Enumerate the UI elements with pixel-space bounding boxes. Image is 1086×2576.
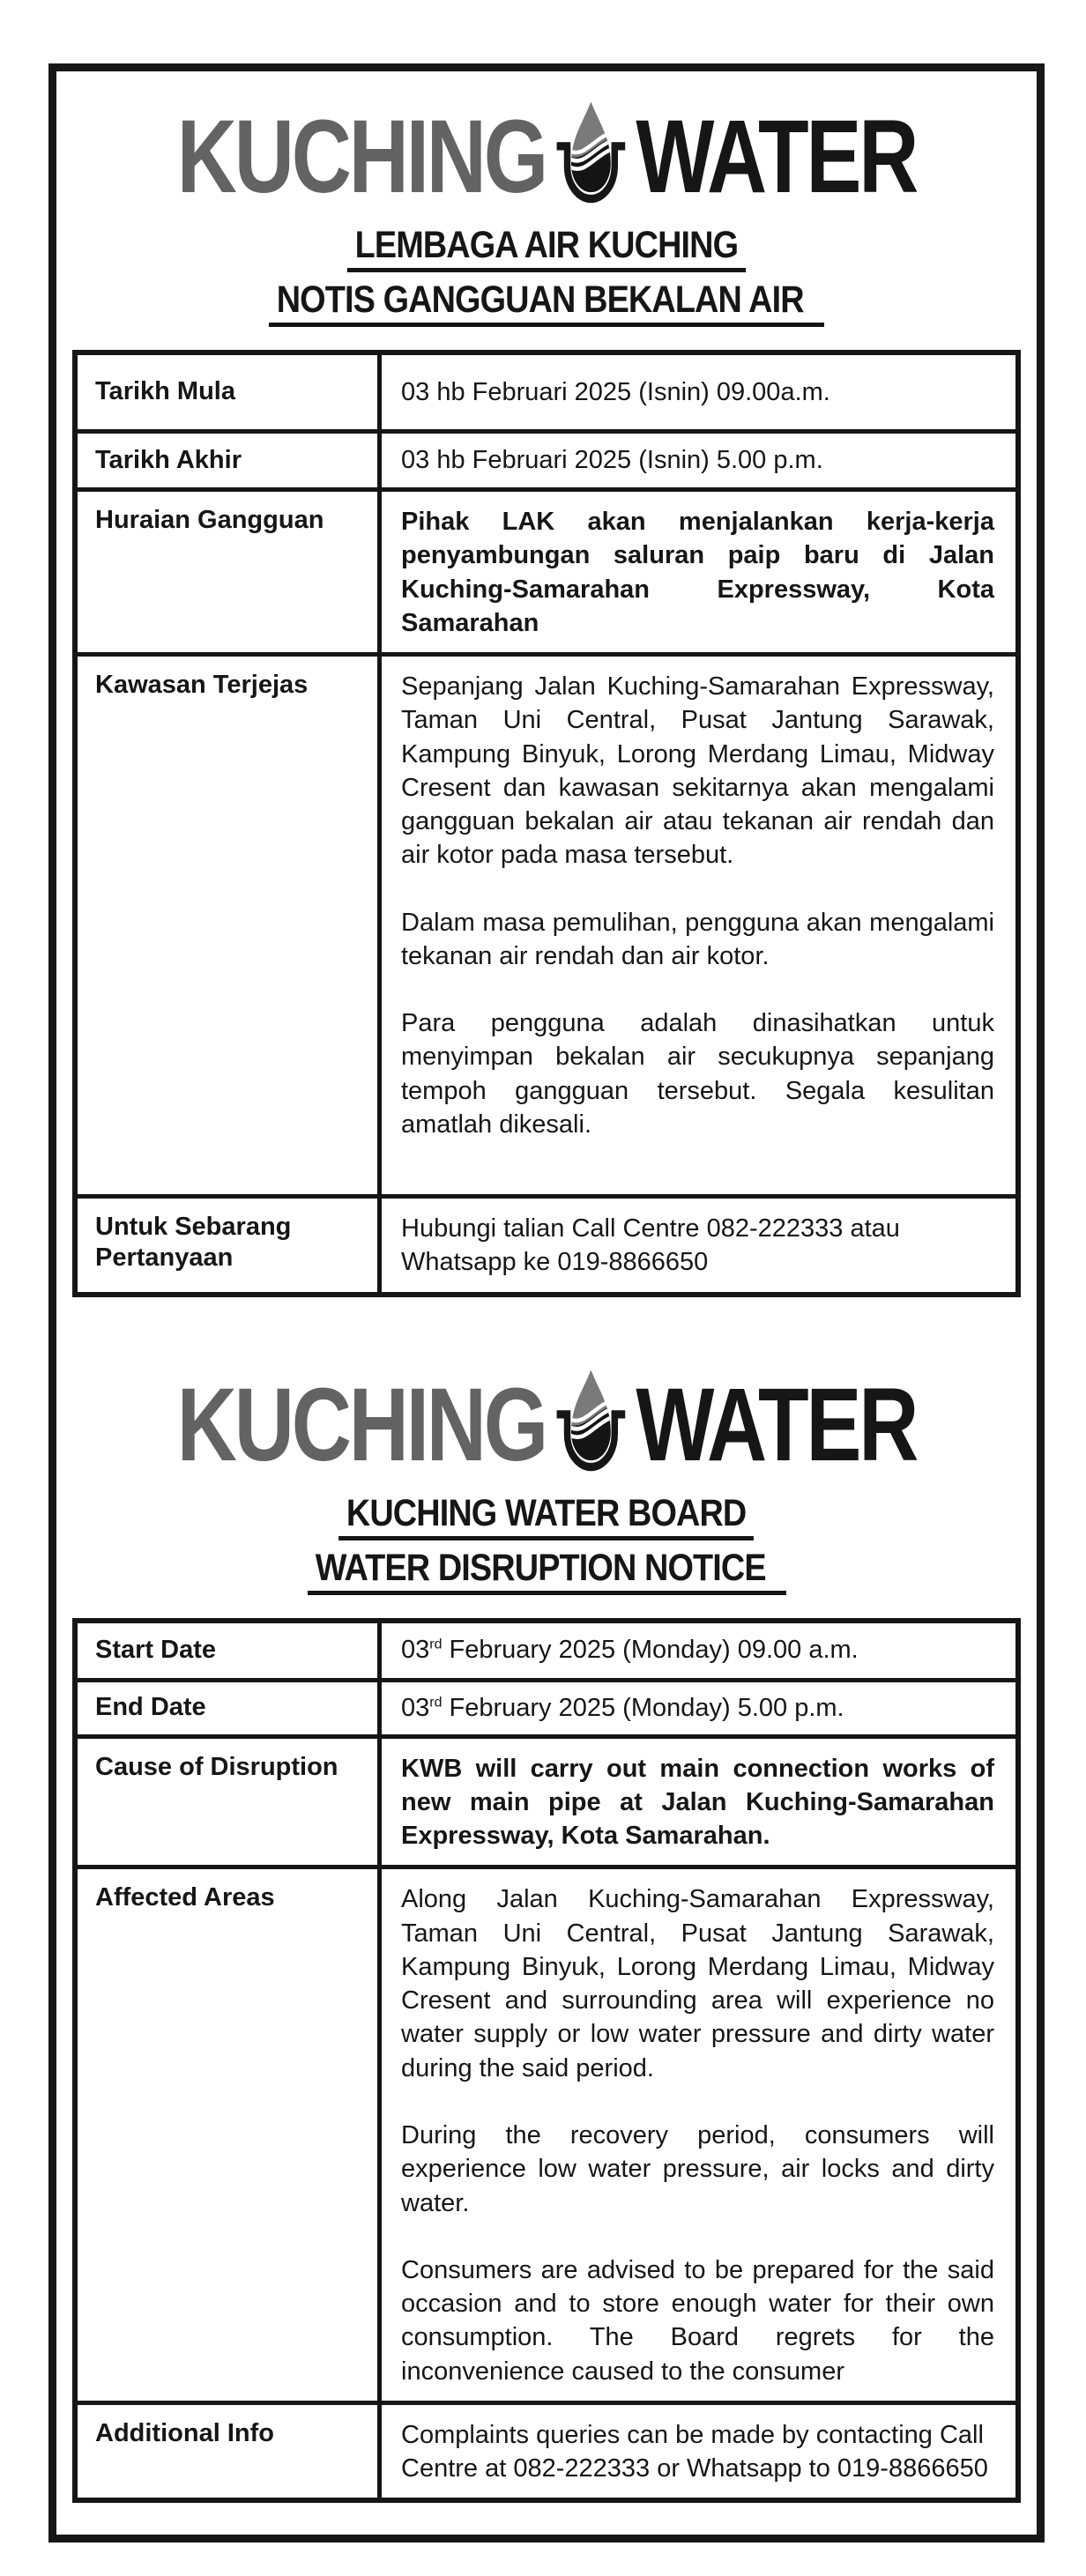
row-value — [382, 1869, 1015, 2400]
date-day: 03 — [401, 1636, 430, 1665]
row-label: Affected Areas — [78, 1869, 382, 2400]
row-value: Complaints queries can be made by contacting Call Centre at 082-222333 or Whatsapp to 019-8866650 — [401, 2420, 988, 2483]
date-ordinal: rd — [429, 1695, 443, 1711]
paragraph: Along Jalan Kuching-Samarahan Expressway, Taman Uni Central, Pusat Jantung Sarawak, Kampung Binyuk, Lorong Merdang Limau, Midway Cresent and surrounding area will experience no water supply or low water pressure and dirty water during the said period. — [401, 1885, 994, 2082]
table-row-affected-areas — [78, 1865, 1015, 2400]
row-label: Additional Info — [78, 2405, 382, 2498]
logo-word-water: WATER — [636, 99, 917, 215]
paragraph: Dalam masa pemulihan, pengguna akan mengalami tekanan air rendah dan air kotor. — [401, 908, 994, 970]
row-value — [382, 1623, 1015, 1678]
row-label: Kawasan Terjejas — [78, 657, 382, 1194]
row-value: 03 hb Februari 2025 (Isnin) 5.00 p.m. — [401, 446, 823, 475]
english-notice-table — [72, 1618, 1021, 2504]
paragraph: Consumers are advised to be prepared for the said occasion and to store enough water for their own consumption. The Board regrets for the inconvenience caused to the consumer — [401, 2255, 994, 2386]
logo-word-water: WATER — [636, 1366, 917, 1483]
row-label: Huraian Gangguan — [78, 492, 382, 652]
english-org-title — [56, 1491, 1037, 1540]
table-row-end-date — [78, 1678, 1015, 1734]
malay-titles — [56, 226, 1037, 327]
water-drop-icon — [551, 1362, 630, 1488]
table-row-additional-info — [78, 2401, 1015, 2498]
english-notice-section — [56, 1362, 1037, 2504]
kuching-water-logo-inner — [177, 1362, 916, 1488]
notice-page — [0, 63, 1086, 2576]
logo-word-kuching: KUCHING — [176, 1366, 546, 1483]
date-rest: February 2025 (Monday) 5.00 p.m. — [442, 1693, 844, 1722]
row-label: Tarikh Mula — [78, 355, 382, 429]
row-label: Start Date — [78, 1623, 382, 1678]
row-label: Cause of Disruption — [78, 1739, 382, 1866]
english-titles — [56, 1491, 1037, 1595]
table-row-kawasan-terjejas — [78, 652, 1015, 1194]
logo-word-kuching: KUCHING — [176, 99, 546, 215]
date-rest: February 2025 (Monday) 09.00 a.m. — [442, 1636, 859, 1665]
row-value: KWB will carry out main connection works of new main pipe at Jalan Kuching-Samarahan Expressway, Kota Samarahan. — [401, 1754, 994, 1851]
table-row-tarikh-akhir — [78, 429, 1015, 487]
row-value — [382, 1682, 1015, 1734]
malay-org-title — [56, 226, 1037, 272]
kuching-water-logo-inner — [177, 94, 916, 219]
date-day: 03 — [401, 1693, 430, 1722]
table-row-tarikh-mula — [78, 355, 1015, 429]
row-value: Pihak LAK akan menjalankan kerja-kerja penyambungan saluran paip baru di Jalan Kuching-Samarahan Expressway, Kota Samarahan — [401, 508, 994, 637]
malay-notice-title — [56, 278, 1037, 327]
table-row-cause-of-disruption — [78, 1734, 1015, 1866]
english-notice-title-text: WATER DISRUPTION NOTICE — [308, 1549, 786, 1595]
malay-notice-section — [56, 94, 1037, 1297]
malay-org-title-text: LEMBAGA AIR KUCHING — [347, 226, 746, 272]
english-org-title-text: KUCHING WATER BOARD — [338, 1495, 754, 1540]
row-value — [382, 657, 1015, 1194]
kuching-water-logo — [56, 94, 1037, 219]
table-row-untuk-sebarang-pertanyaan — [78, 1194, 1015, 1292]
malay-notice-title-text: NOTIS GANGGUAN BEKALAN AIR — [269, 281, 824, 327]
table-row-huraian-gangguan — [78, 487, 1015, 652]
row-value: 03 hb Februari 2025 (Isnin) 09.00a.m. — [401, 377, 830, 406]
date-ordinal: rd — [429, 1637, 443, 1652]
paragraph: During the recovery period, consumers will experience low water pressure, air locks and dirty water. — [401, 2120, 994, 2217]
row-label: Tarikh Akhir — [78, 434, 382, 487]
row-value: Hubungi talian Call Centre 082-222333 atau Whatsapp ke 019-8866650 — [401, 1214, 900, 1277]
notice-frame — [48, 63, 1045, 2543]
kuching-water-logo — [56, 1362, 1037, 1488]
paragraph: Sepanjang Jalan Kuching-Samarahan Expressway, Taman Uni Central, Pusat Jantung Sarawak, Kampung Binyuk, Lorong Merdang Limau, Midway Cresent dan kawasan sekitarnya akan mengalami gangguan bekalan air atau tekanan air rendah dan air kotor pada masa tersebut. — [401, 672, 994, 870]
english-notice-title — [56, 1546, 1037, 1595]
malay-notice-table — [72, 350, 1021, 1297]
row-label: Untuk Sebarang Pertanyaan — [78, 1199, 382, 1292]
table-row-start-date — [78, 1623, 1015, 1678]
paragraph: Para pengguna adalah dinasihatkan untuk menyimpan bekalan air secukupnya sepanjang tempoh gangguan tersebut. Segala kesulitan amatlah dikesali. — [401, 1009, 994, 1139]
row-label: End Date — [78, 1682, 382, 1734]
water-drop-icon — [551, 94, 630, 219]
